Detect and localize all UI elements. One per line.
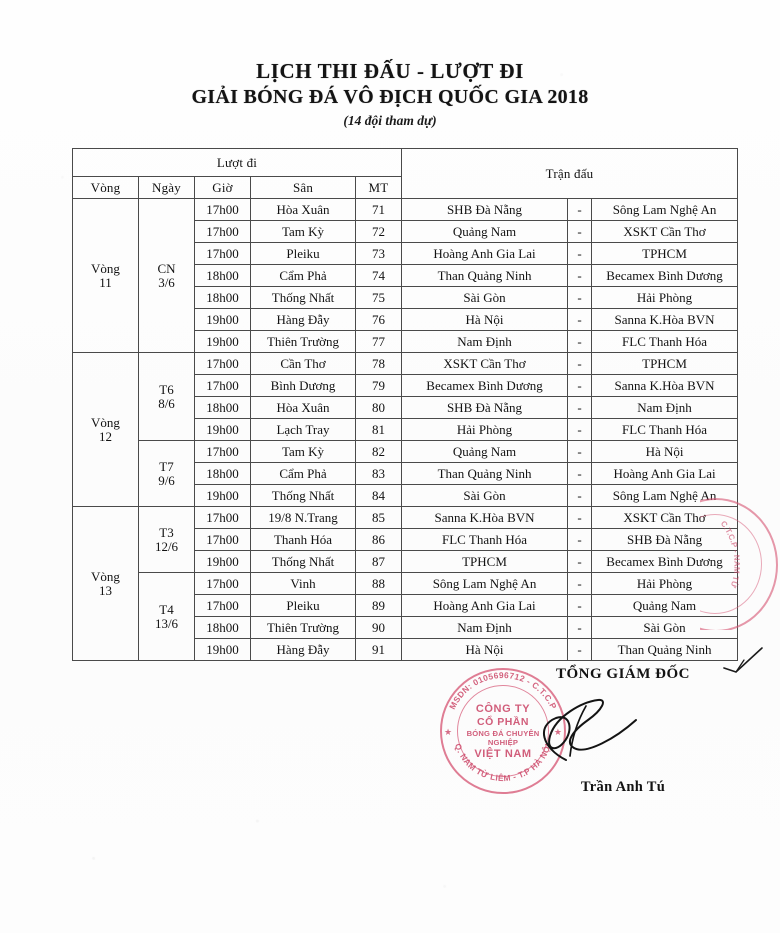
- home-team-cell: TPHCM: [402, 551, 568, 573]
- away-team-cell: Nam Định: [592, 397, 738, 419]
- time-cell: 18h00: [195, 265, 251, 287]
- home-team-cell: XSKT Cần Thơ: [402, 353, 568, 375]
- venue-cell: Thống Nhất: [251, 551, 356, 573]
- mt-cell-wrap: 82: [356, 441, 402, 463]
- separator-cell: -: [568, 485, 592, 507]
- venue-cell: Pleiku: [251, 595, 356, 617]
- signature-name: Trần Anh Tú: [580, 779, 666, 795]
- table-row: [73, 353, 738, 375]
- away-team-cell: Sanna K.Hòa BVN: [592, 375, 738, 397]
- home-team-cell: Hà Nội: [402, 639, 568, 661]
- table-row: [73, 507, 738, 529]
- date-cell: CN 3/6: [139, 199, 195, 353]
- mt-cell-wrap: 73: [356, 243, 402, 265]
- column-header-mt: MT: [356, 177, 402, 199]
- stamp-arc-bottom-text: Q. NAM TỪ LIÊM - T.P HÀ NỘI: [452, 742, 554, 784]
- match-schedule-table: [72, 148, 738, 661]
- separator-cell: -: [568, 595, 592, 617]
- venue-cell: Thiên Trường: [251, 617, 356, 639]
- mt-cell-wrap: 80: [356, 397, 402, 419]
- mt-cell-wrap: 87: [356, 551, 402, 573]
- separator-cell: -: [568, 375, 592, 397]
- venue-cell: Thống Nhất: [251, 485, 356, 507]
- stamp-star-left: ★: [444, 727, 453, 737]
- home-team-cell: Hà Nội: [402, 309, 568, 331]
- away-team-cell: Sông Lam Nghệ An: [592, 199, 738, 221]
- svg-text:C.T.C.P - NAM TỪ: C.T.C.P - NAM TỪ: [718, 519, 742, 589]
- table-body: [73, 199, 738, 661]
- venue-cell: Thống Nhất: [251, 287, 356, 309]
- page-subtitle: GIẢI BÓNG ĐÁ VÔ ĐỊCH QUỐC GIA 2018: [191, 86, 589, 109]
- home-team-cell: Becamex Bình Dương: [402, 375, 568, 397]
- table-row: [73, 573, 738, 595]
- separator-cell: -: [568, 243, 592, 265]
- date-cell: T3 12/6: [139, 507, 195, 573]
- mt-cell-wrap: 88: [356, 573, 402, 595]
- away-team-cell: Hà Nội: [592, 441, 738, 463]
- away-team-cell: Sanna K.Hòa BVN: [592, 309, 738, 331]
- separator-cell: -: [568, 397, 592, 419]
- table-header-group-row: [73, 149, 738, 177]
- separator-cell: -: [568, 529, 592, 551]
- stamp-line-4: VIỆT NAM: [474, 747, 532, 760]
- time-cell: 19h00: [195, 485, 251, 507]
- venue-cell: Thiên Trường: [251, 331, 356, 353]
- home-team-cell: FLC Thanh Hóa: [402, 529, 568, 551]
- away-team-cell: Quảng Nam: [592, 595, 738, 617]
- mt-cell-wrap: 85: [356, 507, 402, 529]
- stamp-line-2: CỔ PHẦN: [477, 715, 529, 728]
- mt-cell-wrap: 83: [356, 463, 402, 485]
- home-team-cell: Hoàng Anh Gia Lai: [402, 595, 568, 617]
- separator-cell: -: [568, 573, 592, 595]
- home-team-cell: Sài Gòn: [402, 485, 568, 507]
- column-header-date: Ngày: [139, 177, 195, 199]
- header-tran-dau: Trận đấu: [402, 149, 738, 199]
- mt-cell-wrap: 74: [356, 265, 402, 287]
- away-team-cell: TPHCM: [592, 353, 738, 375]
- signature-title: TỔNG GIÁM ĐỐC: [556, 666, 690, 682]
- venue-cell: Pleiku: [251, 243, 356, 265]
- separator-cell: -: [568, 353, 592, 375]
- away-team-cell: Sông Lam Nghệ An: [592, 485, 738, 507]
- away-team-cell: FLC Thanh Hóa: [592, 331, 738, 353]
- home-team-cell: Sông Lam Nghệ An: [402, 573, 568, 595]
- away-team-cell: Becamex Bình Dương: [592, 265, 738, 287]
- home-team-cell: Nam Định: [402, 617, 568, 639]
- home-team-cell: SHB Đà Nẵng: [402, 397, 568, 419]
- venue-cell: Vinh: [251, 573, 356, 595]
- home-team-cell: Quảng Nam: [402, 441, 568, 463]
- mt-cell-wrap: 89: [356, 595, 402, 617]
- mt-cell-wrap: 71: [356, 199, 402, 221]
- date-cell: T6 8/6: [139, 353, 195, 441]
- time-cell: 18h00: [195, 397, 251, 419]
- mt-cell-wrap: 84: [356, 485, 402, 507]
- away-team-cell: FLC Thanh Hóa: [592, 419, 738, 441]
- time-cell: 17h00: [195, 441, 251, 463]
- venue-cell: Hòa Xuân: [251, 199, 356, 221]
- away-team-cell: Hải Phòng: [592, 573, 738, 595]
- mt-cell-wrap: 90: [356, 617, 402, 639]
- venue-cell: Tam Kỳ: [251, 441, 356, 463]
- mt-cell-wrap: 75: [356, 287, 402, 309]
- mt-cell-wrap: 91: [356, 639, 402, 661]
- home-team-cell: SHB Đà Nẵng: [402, 199, 568, 221]
- separator-cell: -: [568, 265, 592, 287]
- venue-cell: Hòa Xuân: [251, 397, 356, 419]
- separator-cell: -: [568, 463, 592, 485]
- table-row: [73, 441, 738, 463]
- away-team-cell: Sài Gòn: [592, 617, 738, 639]
- separator-cell: -: [568, 309, 592, 331]
- separator-cell: -: [568, 551, 592, 573]
- separator-cell: -: [568, 617, 592, 639]
- away-team-cell: Becamex Bình Dương: [592, 551, 738, 573]
- mt-cell-wrap: 78: [356, 353, 402, 375]
- venue-cell: Bình Dương: [251, 375, 356, 397]
- time-cell: 17h00: [195, 375, 251, 397]
- time-cell: 17h00: [195, 243, 251, 265]
- time-cell: 18h00: [195, 463, 251, 485]
- page-title-note: (14 đội tham dự): [343, 113, 437, 129]
- round-cell: Vòng 11: [73, 199, 139, 353]
- venue-cell: Thanh Hóa: [251, 529, 356, 551]
- round-cell: Vòng 12: [73, 353, 139, 507]
- time-cell: 18h00: [195, 617, 251, 639]
- mt-cell-wrap: 86: [356, 529, 402, 551]
- stamp-arc-top-text: MSDN: 0105696712 - C.T.C.P: [447, 669, 559, 711]
- time-cell: 17h00: [195, 507, 251, 529]
- column-header-round: Vòng: [73, 177, 139, 199]
- round-cell: Vòng 13: [73, 507, 139, 661]
- stamp-star-right: ★: [553, 727, 562, 737]
- time-cell: 17h00: [195, 199, 251, 221]
- time-cell: 17h00: [195, 595, 251, 617]
- away-team-cell: SHB Đà Nẵng: [592, 529, 738, 551]
- table-head: [73, 149, 738, 199]
- time-cell: 17h00: [195, 221, 251, 243]
- away-team-cell: Than Quảng Ninh: [592, 639, 738, 661]
- date-cell: T4 13/6: [139, 573, 195, 661]
- mt-cell-wrap: 81: [356, 419, 402, 441]
- time-cell: 17h00: [195, 353, 251, 375]
- venue-cell: Hàng Đẫy: [251, 639, 356, 661]
- home-team-cell: Than Quảng Ninh: [402, 463, 568, 485]
- mt-cell-wrap: 76: [356, 309, 402, 331]
- home-team-cell: Quảng Nam: [402, 221, 568, 243]
- away-team-cell: Hoàng Anh Gia Lai: [592, 463, 738, 485]
- mt-cell-wrap: 77: [356, 331, 402, 353]
- home-team-cell: Hải Phòng: [402, 419, 568, 441]
- document-title-block: [0, 58, 780, 129]
- venue-cell: 19/8 N.Trang: [251, 507, 356, 529]
- separator-cell: -: [568, 507, 592, 529]
- time-cell: 18h00: [195, 287, 251, 309]
- column-header-venue: Sân: [251, 177, 356, 199]
- time-cell: 17h00: [195, 573, 251, 595]
- home-team-cell: Hoàng Anh Gia Lai: [402, 243, 568, 265]
- separator-cell: -: [568, 639, 592, 661]
- venue-cell: Tam Kỳ: [251, 221, 356, 243]
- time-cell: 19h00: [195, 639, 251, 661]
- time-cell: 19h00: [195, 309, 251, 331]
- away-team-cell: Hải Phòng: [592, 287, 738, 309]
- stamp-line-1: CÔNG TY: [475, 702, 531, 715]
- separator-cell: -: [568, 419, 592, 441]
- signature-block: [508, 666, 738, 796]
- venue-cell: Hàng Đẫy: [251, 309, 356, 331]
- table-row: [73, 199, 738, 221]
- venue-cell: Cẩm Phả: [251, 265, 356, 287]
- time-cell: 19h00: [195, 419, 251, 441]
- time-cell: 19h00: [195, 551, 251, 573]
- page-title: LỊCH THI ĐẤU - LƯỢT ĐI: [256, 59, 524, 83]
- home-team-cell: Sanna K.Hòa BVN: [402, 507, 568, 529]
- stamp-line-3: BÓNG ĐÁ CHUYÊN NGHIỆP: [466, 728, 540, 747]
- column-header-time: Giờ: [195, 177, 251, 199]
- separator-cell: -: [568, 331, 592, 353]
- separator-cell: -: [568, 199, 592, 221]
- home-team-cell: Nam Định: [402, 331, 568, 353]
- time-cell: 19h00: [195, 331, 251, 353]
- mt-cell-wrap: 72: [356, 221, 402, 243]
- date-cell: T7 9/6: [139, 441, 195, 507]
- time-cell: 17h00: [195, 529, 251, 551]
- venue-cell: Lạch Tray: [251, 419, 356, 441]
- venue-cell: Cẩm Phả: [251, 463, 356, 485]
- mt-cell-wrap: 79: [356, 375, 402, 397]
- header-luot-di: Lượt đi: [73, 149, 402, 177]
- separator-cell: -: [568, 221, 592, 243]
- away-team-cell: TPHCM: [592, 243, 738, 265]
- separator-cell: -: [568, 441, 592, 463]
- away-team-cell: XSKT Cần Thơ: [592, 507, 738, 529]
- away-team-cell: XSKT Cần Thơ: [592, 221, 738, 243]
- venue-cell: Cần Thơ: [251, 353, 356, 375]
- home-team-cell: Sài Gòn: [402, 287, 568, 309]
- separator-cell: -: [568, 287, 592, 309]
- home-team-cell: Than Quảng Ninh: [402, 265, 568, 287]
